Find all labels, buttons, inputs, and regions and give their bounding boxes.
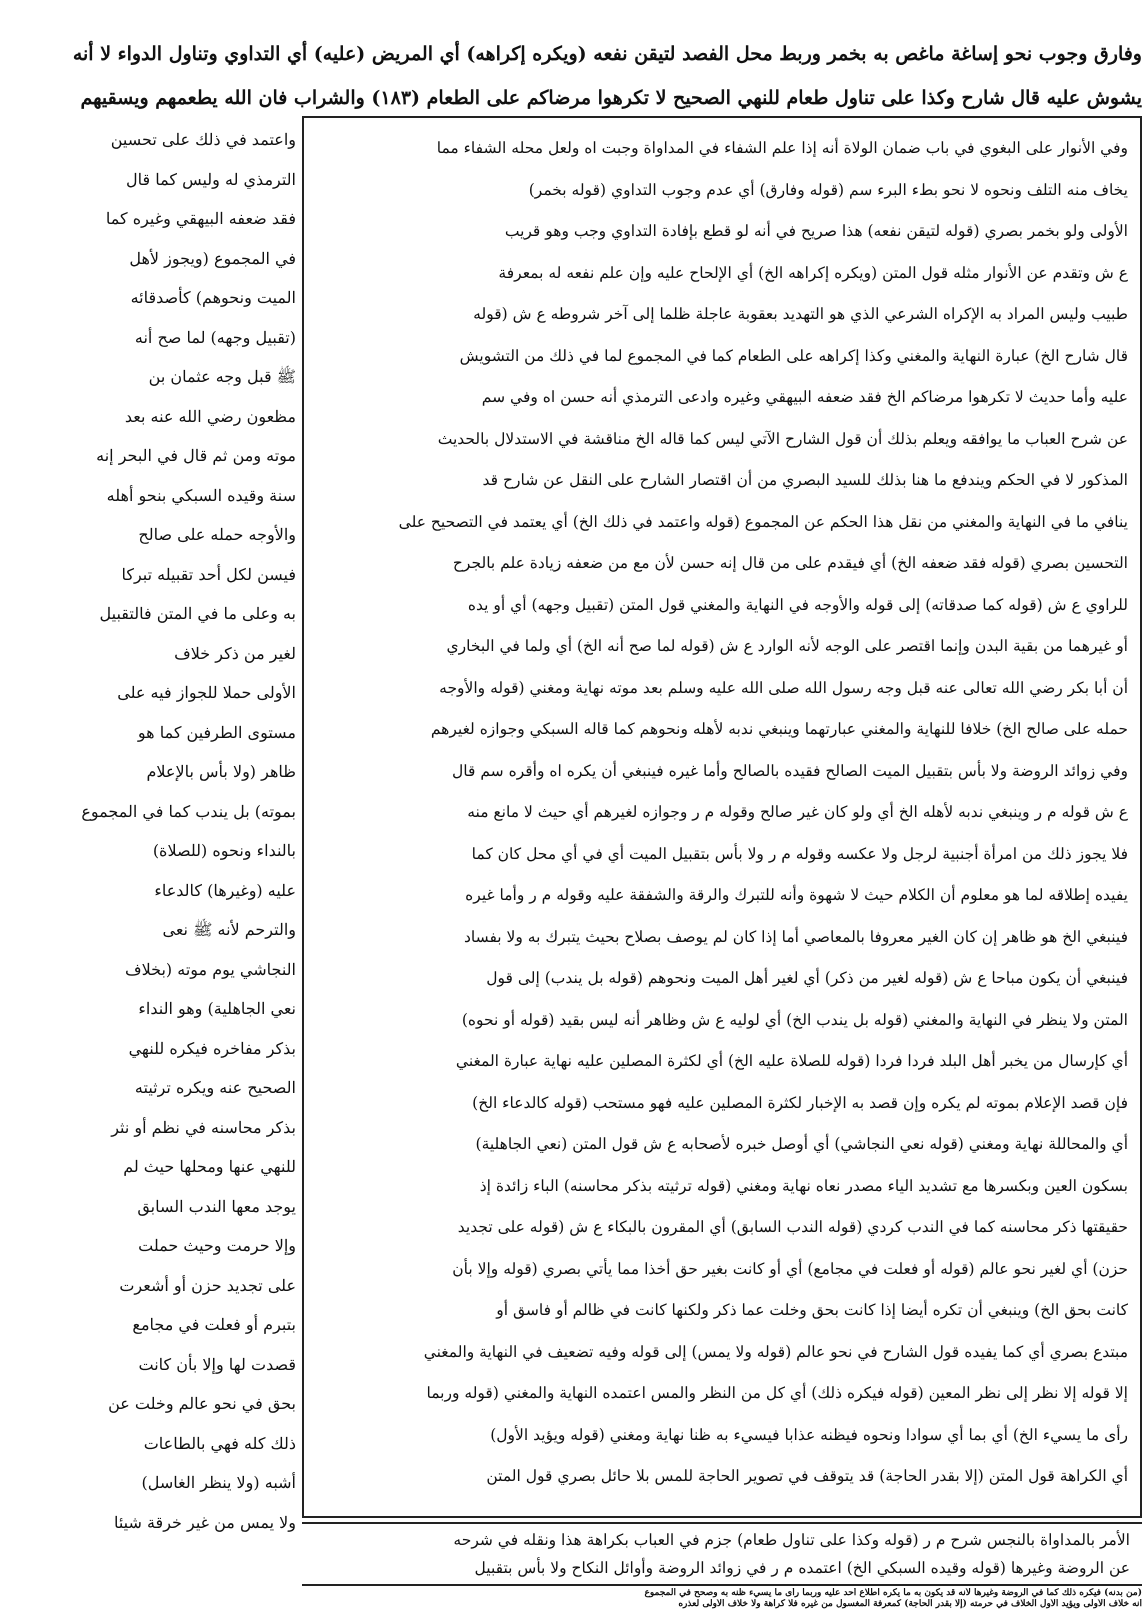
hashiya-line: فينبغي الخ هو ظاهر إن كان الغير معروفا بالمعاصي أما إذا كان لم يوصف بصلاح بحيث يتبرك به ولا بفساد xyxy=(464,927,1128,946)
sharh-side-line: لغير من ذكر خلاف xyxy=(174,643,296,663)
hashiya-line: الأولى ولو بخمر بصري (قوله لتيقن نفعه) هذا صريح في أنه لو قطع بإفادة التداوي وجب وهو قريب xyxy=(504,222,1128,240)
hashiya-line: للراوي ع ش (قوله كما صدقاته) إلى قوله والأوجه في النهاية والمغني قول المتن (تقبيل وجهه) أي أو يده xyxy=(467,595,1128,614)
hashiya-line: إلا قوله إلا نظر إلى نظر المعين (قوله فيكره ذلك) أي كل من النظر والمس اعتمده النهاية والمغني (قوله وربما xyxy=(426,1384,1128,1402)
matn-top-line-2-tail: والشراب فان الله يطعمهم ويسقيهم xyxy=(80,87,365,109)
sharh-side-line: ولا يمس من غير خرقة شيئا xyxy=(113,1512,296,1532)
sharh-side-line: يوجد معها الندب السابق xyxy=(137,1196,296,1216)
hashiya-line: حزن) أي لغير نحو عالم (قوله أو فعلت في مجامع) أي أو كانت بغير حق أخذا مما يأتي بصري (قوله وإلا بأن xyxy=(452,1259,1128,1278)
hashiya-box xyxy=(302,116,1142,1518)
divider-rule xyxy=(302,1522,1142,1524)
hashiya-line: رأى ما يسيء الخ) أي بما أي سوادا ونحوه فيظنه عذابا فيسيء به ظنا نهاية ومغني (قوله ويؤيد الأول) xyxy=(490,1425,1128,1444)
matn-top xyxy=(4,32,1142,120)
hashiya-line: بسكون العين وبكسرها مع تشديد الياء مصدر نعاه نهاية ومغني (قوله ترثيته بذكر محاسنه) الباء زائدة إذ xyxy=(479,1176,1128,1195)
matn-top-line: وفارق وجوب نحو إساغة ماغص به بخمر وربط محل الفصد لتيقن نفعه (ويكره إكراهه) أي المريض (عليه) أي التداوي وتناول الدواء لا أنه xyxy=(72,43,1142,65)
sharh-side-line: موته ومن ثم قال في البحر إنه xyxy=(96,446,296,465)
hashiya-line: فإن قصد الإعلام بموته لم يكره وإن قصد به الإخبار لكثرة المصلين عليه فهو مستحب (قوله كالدعاء الخ) xyxy=(472,1093,1128,1112)
sharh-side-line: الصحيح عنه ويكره ترثيته xyxy=(134,1078,296,1097)
hashiya-line: يخاف منه التلف ونحوه لا نحو بطء البرء سم (قوله وفارق) أي عدم وجوب التداوي (قوله بخمر) xyxy=(528,180,1128,199)
sharh-bottom-line: أنه خلاف الأولى ويؤيد الأول الخلاف في حرمته (إلا بقدر الحاجة) كمعرفة المغسول من غيره فلا كراهة ولا خلاف الأولى لعذره xyxy=(678,1599,1142,1609)
hashiya-line: ينافي ما في النهاية والمغني من نقل هذا الحكم عن المجموع (قوله واعتمد في ذلك الخ) أي يعتمد في التصحيح على xyxy=(398,512,1128,531)
sharh-side-line: النجاشي يوم موته (بخلاف xyxy=(125,959,296,979)
sharh-side-line: واعتمد في ذلك على تحسين xyxy=(110,130,296,149)
sharh-side-line: بتبرم أو فعلت في مجامع xyxy=(132,1315,296,1334)
sharh-side-line: أشبه (ولا ينظر الغاسل) xyxy=(141,1473,296,1492)
hashiya-main xyxy=(316,128,1128,1512)
hashiya-lower xyxy=(314,1526,1130,1584)
hashiya-line: التحسين بصري (قوله فقد ضعفه الخ) أي فيقدم على من قال إنه حسن لأن مع من ضعفه زيادة علم بالجرح xyxy=(452,554,1128,572)
sharh-side-line: سنة وقيده السبكي بنحو أهله xyxy=(106,485,296,505)
hashiya-line: حقيقتها ذكر محاسنه كما في الندب كردي (قوله الندب السابق) أي المقرون بالبكاء ع ش (قوله على تجديد xyxy=(457,1218,1128,1236)
hashiya-line: ع ش قوله م ر وينبغي ندبه لأهله الخ أي ولو كان غير صالح وقوله م ر وجوازه لغيرهم أي حيث لا مانع منه xyxy=(467,803,1128,821)
sharh-side-line: بموته) بل يندب كما في المجموع xyxy=(81,801,296,821)
hashiya-lower-line: الأمر بالمداواة بالنجس شرح م ر (قوله وكذا على تناول طعام) جزم في العباب بكراهة هذا ونقله في شرحه xyxy=(453,1531,1130,1549)
sharh-side-line: بحق في نحو عالم وخلت عن xyxy=(108,1394,296,1413)
hashiya-line: فلا يجوز ذلك من امرأة أجنبية لرجل ولا عكسه وقوله م ر ولا بأس بتقبيل الميت أي في أي محل كان كما xyxy=(471,844,1128,863)
sharh-side-line: فقد ضعفه البيهقي وغيره كما xyxy=(105,209,296,228)
sharh-side-line: الميت ونحوهم) كأصدقائه xyxy=(130,288,296,307)
hashiya-line: عليه وأما حديث لا تكرهوا مرضاكم الخ فقد ضعفه البيهقي وغيره وادعى الترمذي أنه حسن اه وفي سم xyxy=(481,388,1128,406)
sharh-side-column xyxy=(2,120,296,1560)
hashiya-line: حمله على صالح الخ) خلافا للنهاية والمغني عبارتهما وينبغي ندبه لأهله ونحوهم كما قاله السبكي وجوازه لغيرهم xyxy=(430,720,1128,738)
sharh-side-line: ظاهر (ولا بأس بالإعلام xyxy=(146,762,296,781)
hashiya-line: كانت بحق الخ) وينبغي أن تكره أيضا إذا كانت بحق وخلت عما ذكر ولكنها كانت في ظالم أو فاسق أو xyxy=(496,1301,1128,1319)
hashiya-line: طبيب وليس المراد به الإكراه الشرعي الذي هو التهديد بعقوبة عاجلة ظلما إلى آخر شروطه ع ش (قوله xyxy=(473,305,1128,323)
sharh-side-line: مظعون رضي الله عنه بعد xyxy=(124,406,296,426)
sharh-side-line: قصدت لها وإلا بأن كانت xyxy=(138,1354,296,1374)
hashiya-line: المذكور لا في الحكم ويندفع ما هنا بذلك للسيد البصري من أن اقتصار الشارح على النقل عن شارح قد xyxy=(482,471,1128,489)
sharh-side-line: بذكر مفاخره فيكره للنهي xyxy=(128,1038,296,1058)
sharh-bottom-line: (من بدنه) فيكره ذلك كما في الروضة وغيرها لأنه قد يكون به ما يكره اطلاع أحد عليه وربما رأى ما يسيء ظنه به وصحح في المجموع xyxy=(644,1588,1142,1598)
sharh-side-line: على تجديد حزن أو أشعرت xyxy=(119,1275,296,1295)
hashiya-line: ع ش وتقدم عن الأنوار مثله قول المتن (ويكره إكراهه الخ) أي الإلحاح عليه وإن علم نفعه له بمعرفة xyxy=(498,263,1128,282)
sharh-side-line: بذكر محاسنه في نظم أو نثر xyxy=(111,1117,296,1137)
sharh-side-line: به وعلى ما في المتن فالتقبيل xyxy=(99,604,296,623)
hashiya-line: عن شرح العباب ما يوافقه ويعلم بذلك أن قول الشارح الآتي ليس كما قاله الخ مناقشة في الاستدلال بالحديث xyxy=(437,429,1128,448)
sharh-bottom xyxy=(4,1588,1142,1610)
hashiya-line: وفي زوائد الروضة ولا بأس بتقبيل الميت الصالح فقيده بالصالح وأما غيره فينبغي أن يكره اه وأقره سم قال xyxy=(452,761,1128,780)
sharh-side-line: والأوجه حمله على صالح xyxy=(138,525,296,544)
sharh-side-line: عليه (وغيرها) كالدعاء xyxy=(154,880,296,900)
hashiya-line: أو غيرهما من بقية البدن وإنما اقتصر على الوجه لأنه الوارد ع ش (قوله لما صح أنه الخ) أي ولما في البخاري xyxy=(446,637,1128,655)
hashiya-line: أي الكراهة قول المتن (إلا بقدر الحاجة) قد يتوقف في تصوير الحاجة للمس بلا حائل بصري قول المتن xyxy=(486,1467,1128,1485)
hashiya-line: وفي الأنوار على البغوي في باب ضمان الولاة أنه إذا علم الشفاء في المداواة وجبت اه ولعل محله الشفاء مما xyxy=(436,139,1128,157)
sharh-side-line: الترمذي له وليس كما قال xyxy=(126,169,296,189)
hashiya-line: فينبغي أن يكون مباحا ع ش (قوله لغير من ذكر) أي لغير أهل الميت ونحوهم (قوله بل يندب) إلى قول xyxy=(486,969,1128,987)
matn-top-line-2: يشوش عليه قال شارح وكذا على تناول طعام للنهي الصحيح لا تكرهوا مرضاكم على الطعام xyxy=(426,87,1142,109)
sharh-side-line: ذلك كله فهي بالطاعات xyxy=(143,1433,296,1453)
hashiya-line: أي كإرسال من يخبر أهل البلد فردا فردا (قوله للصلاة عليه الخ) أي لكثرة المصلين عليه نهاية عبارة المغني xyxy=(455,1052,1128,1070)
sharh-side-line: ﷺ قبل وجه عثمان بن xyxy=(148,367,296,386)
hashiya-lower-line: عن الروضة وغيرها (قوله وقيده السبكي الخ) اعتمده م ر في زوائد الروضة وأوائل النكاح ولا بأس بتقبيل xyxy=(474,1559,1130,1577)
hashiya-line: قال شارح الخ) عبارة النهاية والمغني وكذا إكراهه على الطعام كما في المجموع لما في ذلك من التشويش xyxy=(459,346,1128,365)
hashiya-line: يفيده إطلاقه لما هو معلوم أن الكلام حيث لا شهوة وأنه للتبرك والرقة والشفقة عليه وقوله م ر وأما غيره xyxy=(465,886,1128,904)
sharh-side-line: نعي الجاهلية) وهو النداء xyxy=(138,999,296,1018)
hashiya-line: مبتدع بصري أي كما يفيده قول الشارح في نحو عالم (قوله ولا يمس) إلى قوله وفيه تضعيف في النهاية والمغني xyxy=(423,1342,1128,1361)
sharh-side-line: في المجموع (ويجوز لأهل xyxy=(129,248,296,268)
sharh-side-line: وإلا حرمت وحيث حملت xyxy=(138,1236,296,1255)
sharh-side-line: والترحم لأنه ﷺ نعى xyxy=(162,920,296,939)
hashiya-line: أي والمحاللة نهاية ومغني (قوله نعي النجاشي) أي أوصل خبره لأصحابه ع ش قول المتن (نعي الجاهلية) xyxy=(475,1135,1128,1153)
hashiya-line: المتن ولا ينظر في النهاية والمغني (قوله بل يندب الخ) أي لوليه ع ش وظاهر أنه ليس بقيد (قوله أو نحوه) xyxy=(461,1010,1128,1029)
divider-rule xyxy=(302,1584,1142,1586)
sharh-side-line: الأولى حملا للجواز فيه على xyxy=(117,683,296,702)
page-number: (١٨٣) xyxy=(371,87,421,109)
sharh-side-line: فيسن لكل أحد تقبيله تبركا xyxy=(121,564,296,584)
hashiya-line: أن أبا بكر رضي الله تعالى عنه قبل وجه رسول الله صلى الله عليه وسلم بعد موته نهاية ومغني (قوله والأوجه xyxy=(439,678,1128,697)
sharh-side-line: للنهي عنها ومحلها حيث لم xyxy=(123,1157,296,1176)
matn-top-line xyxy=(4,76,1142,120)
sharh-side-line: بالنداء ونحوه (للصلاة) xyxy=(152,841,296,860)
sharh-side-line: (تقبيل وجهه) لما صح أنه xyxy=(134,327,296,347)
sharh-side-line: مستوى الطرفين كما هو xyxy=(137,722,296,742)
